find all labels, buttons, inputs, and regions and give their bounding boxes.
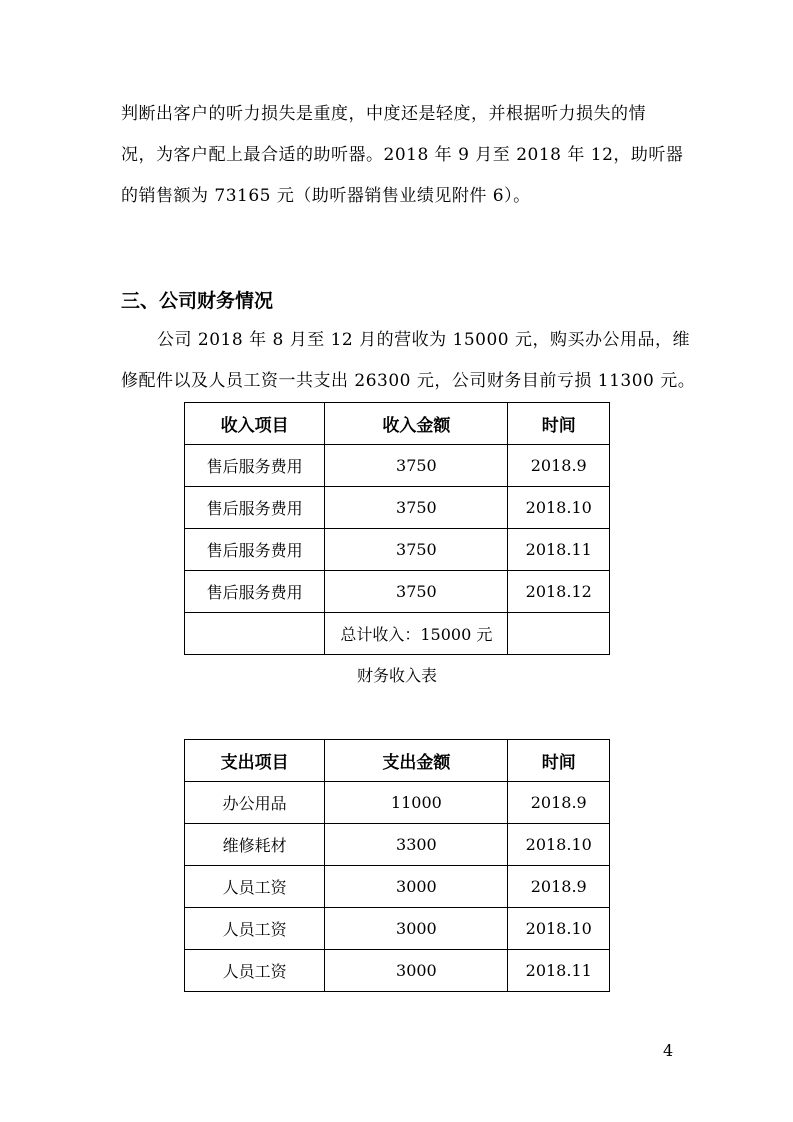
table-cell: 2018.10 bbox=[508, 487, 610, 529]
column-header: 时间 bbox=[508, 403, 610, 445]
table-total-row bbox=[185, 613, 610, 655]
table-cell: 2018.11 bbox=[508, 950, 610, 992]
table-cell: 人员工资 bbox=[185, 866, 325, 908]
intro-paragraph bbox=[121, 94, 684, 217]
intro-line: 判断出客户的听力损失是重度，中度还是轻度，并根据听力损失的情 bbox=[121, 104, 646, 124]
table-row bbox=[185, 824, 610, 866]
income-table bbox=[184, 402, 610, 655]
table-header-row bbox=[185, 403, 610, 445]
finance-line: 修配件以及人员工资一共支出 26300 元，公司财务目前亏损 11300 元。 bbox=[121, 371, 696, 391]
table-cell: 3750 bbox=[325, 445, 508, 487]
table-cell-empty bbox=[508, 613, 610, 655]
table-cell: 3000 bbox=[325, 908, 508, 950]
table-cell: 2018.11 bbox=[508, 529, 610, 571]
section-heading: 三、公司财务情况 bbox=[121, 290, 274, 312]
table-cell: 维修耗材 bbox=[185, 824, 325, 866]
table-cell-empty bbox=[185, 613, 325, 655]
column-header: 支出项目 bbox=[185, 740, 325, 782]
table-row bbox=[185, 950, 610, 992]
table-cell: 3750 bbox=[325, 571, 508, 613]
column-header: 支出金额 bbox=[325, 740, 508, 782]
table-cell: 3000 bbox=[325, 866, 508, 908]
table-cell: 售后服务费用 bbox=[185, 571, 325, 613]
table-row bbox=[185, 571, 610, 613]
table-cell: 3750 bbox=[325, 487, 508, 529]
column-header: 收入金额 bbox=[325, 403, 508, 445]
column-header: 时间 bbox=[508, 740, 610, 782]
table-cell: 3000 bbox=[325, 950, 508, 992]
table-row bbox=[185, 487, 610, 529]
table-cell: 11000 bbox=[325, 782, 508, 824]
table-cell: 2018.10 bbox=[508, 908, 610, 950]
intro-line: 的销售额为 73165 元（助听器销售业绩见附件 6）。 bbox=[121, 186, 531, 206]
table-cell: 售后服务费用 bbox=[185, 529, 325, 571]
table-cell: 售后服务费用 bbox=[185, 445, 325, 487]
intro-line: 况，为客户配上最合适的助听器。2018 年 9 月至 2018 年 12，助听器 bbox=[121, 145, 684, 165]
total-income: 总计收入：15000 元 bbox=[325, 613, 508, 655]
table-cell: 售后服务费用 bbox=[185, 487, 325, 529]
finance-paragraph bbox=[121, 320, 696, 402]
finance-line: 公司 2018 年 8 月至 12 月的营收为 15000 元，购买办公用品，维 bbox=[157, 330, 691, 350]
expense-table bbox=[184, 739, 610, 992]
table-row bbox=[185, 445, 610, 487]
income-table-caption: 财务收入表 bbox=[356, 666, 437, 685]
table-row bbox=[185, 529, 610, 571]
table-cell: 办公用品 bbox=[185, 782, 325, 824]
table-cell: 人员工资 bbox=[185, 950, 325, 992]
page-number: 4 bbox=[663, 1041, 674, 1060]
table-header-row bbox=[185, 740, 610, 782]
table-cell: 2018.9 bbox=[508, 866, 610, 908]
table-cell: 人员工资 bbox=[185, 908, 325, 950]
table-row bbox=[185, 908, 610, 950]
table-cell: 2018.9 bbox=[508, 782, 610, 824]
table-cell: 2018.12 bbox=[508, 571, 610, 613]
table-row bbox=[185, 782, 610, 824]
table-cell: 3300 bbox=[325, 824, 508, 866]
table-row bbox=[185, 866, 610, 908]
table-cell: 2018.10 bbox=[508, 824, 610, 866]
table-cell: 3750 bbox=[325, 529, 508, 571]
table-cell: 2018.9 bbox=[508, 445, 610, 487]
column-header: 收入项目 bbox=[185, 403, 325, 445]
